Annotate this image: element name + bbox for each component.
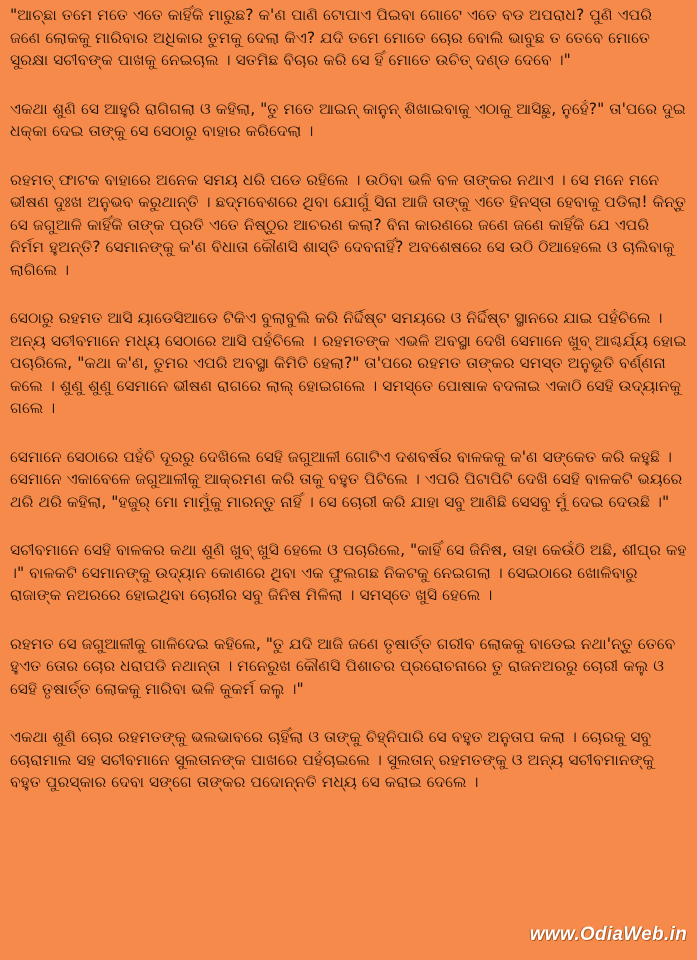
story-paragraph-4: ସେଠାରୁ ରହମତ ଆସି ୟାଡେସିଆଡେ ଟିକିଏ ବୁଲାବୁଲି କରି ନିର୍ଦ୍ଦିଷ୍ଟ ସମୟରେ ଓ ନିର୍ଦ୍ଦିଷ୍ଟ ସ୍ଥାନରେ ଯାଇ ପହଁଚିଲେ । ଅନ୍ୟ ସଚୀବମାନେ ମଧ୍ୟ ସେଠାରେ ଆସି ପହଁଚିଲେ । ରହମତଙ୍କ ଏଭଳି ଅବସ୍ଥା ଦେଖି ସେମାନେ ଖୁବ୍ ଆଶ୍ଚର୍ଯ୍ୟ ହୋଇ ପଚାରିଲେ, "କଥା କ'ଣ, ତୁମର ଏପରି ଅବସ୍ଥା କିମିତି ହେଲା?" ତା'ପରେ ରହମତ ତାଙ୍କର ସମସ୍ତ ଅନୁଭୂତି ବର୍ଣ୍ଣନା କଲେ । ଶୁଣୁ ଶୁଣୁ ସେମାନେ ଭୀଷଣ ରାଗରେ ଲାଲ୍ ହୋଇଗଲେ । ସମସ୍ତେ ପୋଷାକ ବଦଳାଇ ଏକାଠି ସେହି ଉଦ୍ୟାନକୁ ଗଲେ । bbox=[10, 309, 692, 417]
story-paragraph-7: ରହମତ ସେ ଜଗୁଆଳୀକୁ ଗାଳିଦେଇ କହିଲେ, "ତୁ ଯଦି ଆଜି ଜଣେ ତୃଷାର୍ତ୍ତ ଗରୀବ ଲୋକକୁ ବାଡେଇ ନଥା'ନ୍ତୁ ତେବେ ହୁଏତ ତୋର ଚୋର ଧରାପଡି ନଥାନ୍ତା । ମନେରୁଖ କୌଣସି ପିଶାଚର ପ୍ରରୋଚନାରେ ତୁ ରାଜନଅରରୁ ଚୋରୀ କଲୁ ଓ ସେହି ତୃଷାର୍ତ୍ତ ଲୋକକୁ ମାରିବା ଭଳି କୁକର୍ମ କଲୁ ।" bbox=[10, 634, 681, 698]
story-paragraph-3: ରହମତ୍ ଫାଟକ ବାହାରେ ଅନେକ ସମୟ ଧରି ପଡେ ରହିଲେ । ଉଠିବା ଭଳି ବଳ ତାଙ୍କର ନଥାଏ । ସେ ମନେ ମନେ ଭୀଷଣ ଦୁଃଖ ଅନୁଭବ କରୁଥାନ୍ତି । ଛଦ୍ମବେଶରେ ଥିବା ଯୋଗୁଁ ସିନା ଆଜି ତାଙ୍କୁ ଏତେ ହିନସ୍ତା ହେବାକୁ ପଡିଲା! କିନ୍ତୁ ସେ ଜଗୁଆଳି କାହିଁକି ତାଙ୍କ ପ୍ରତି ଏତେ ନିଷ୍ଠୁର ଆଚରଣ କଲା? ବିନା କାରଣରେ ଜଣେ ଜଣେ କାହିଁକି ଯେ ଏପରି ନିର୍ମମ ହୁଅନ୍ତି? ସେମାନଙ୍କୁ କ'ଣ ବିଧାତା କୌଣସି ଶାସ୍ତି ଦେବନାହିଁ? ଅବଶେଷରେ ସେ ଉଠି ଠିଆହେଲେ ଓ ଚାଲିବାକୁ ଲାଗିଲେ । bbox=[10, 170, 691, 279]
story-paragraph-6: ସଚୀବମାନେ ସେହି ବାଳକର କଥା ଶୁଣି ଖୁବ୍ ଖୁସି ହେଲେ ଓ ପଚାରିଲେ, "କାହିଁ ସେ ଜିନିଷ, ତାହା କେଉଁଠି ଅଛି, ଶୀଘ୍ର କହ ।" ବାଳକଟି ସେମାନଙ୍କୁ ଉଦ୍ୟାନ କୋଣରେ ଥିବା ଏକ ଫୁଲଗଛ ନିକଟକୁ ନେଇଗଲା । ସେଇଠାରେ ଖୋଳିବାରୁ ରାଜାଙ୍କ ନଅରରେ ହୋଇଥିବା ଚୋରୀର ସବୁ ଜିନିଷ ମିଳିଲା । ସମସ୍ତେ ଖୁସି ହେଲେ । bbox=[10, 541, 692, 604]
site-watermark: www.OdiaWeb.in bbox=[529, 924, 687, 945]
story-paragraph-8: ଏକଥା ଶୁଣି ଚୋର ରହମତଙ୍କୁ ଭଲଭାବରେ ଚାହିଁଲା ଓ ତାଙ୍କୁ ଚିହ୍ନିପାରି ସେ ବହୁତ ଅନୁତାପ କଲା । ଚୋରକୁ ସବୁ ଚୋରାମାଲ ସହ ସଚୀବମାନେ ସୁଲତାନଙ୍କ ପାଖରେ ପହଁଚାଇଲେ । ସୁଲତାନ୍ ରହମତଙ୍କୁ ଓ ଅନ୍ୟ ସଚୀବମାନଙ୍କୁ ବହୁତ ପୁରସ୍କାର ଦେବା ସଙ୍ଗେ ତାଙ୍କର ପଦୋନ୍ନତି ମଧ୍ୟ ସେ କରାଇ ଦେଲେ । bbox=[10, 728, 659, 791]
story-paragraph-5: ସେମାନେ ସେଠାରେ ପହଁଚି ଦୂରରୁ ଦେଖିଲେ ସେହି ଜଗୁଆଳୀ ଗୋଟିଏ ଦଶବର୍ଷର ବାଳକକୁ କ'ଣ ସଙ୍କେତ କରି କହୁଛି । ସେମାନେ ଏକାବେଳେ ଜଗୁଆଳୀକୁ ଆକ୍ରମଣ କରି ତାକୁ ବହୁତ ପିଟିଲେ । ଏପରି ପିଟାପିଟି ଦେଖି ସେହି ବାଳକଟି ଭୟରେ ଥରି ଥରି କହିଲା, "ହଜୁର୍ ମୋ ମାମୁଁକୁ ମାରନ୍ତୁ ନାହିଁ । ସେ ଚୋରୀ କରି ଯାହା ସବୁ ଆଣିଛି ସେସବୁ ମୁଁ ଦେଇ ଦେଉଛି ।" bbox=[10, 447, 688, 511]
story-paragraph-1: "ଆଚ୍ଛା ତମେ ମତେ ଏତେ କାହିଁକି ମାରୁଛ? କ'ଣ ପାଣି ଟୋପାଏ ପିଇବା ଗୋଟେ ଏତେ ବଡ ଅପରାଧ? ପୁଣି ଏପରି ଜଣେ ଲୋକକୁ ମାରିବାର ଅଧିକାର ତୁମକୁ ଦେଲା କିଏ? ଯଦି ତମେ ମୋତେ ଚୋର ବୋଲି ଭାବୁଛ ତ ତେବେ ମୋତେ ସୁରକ୍ଷା ସଚୀବଙ୍କ ପାଖକୁ ନେଇଚାଲ । ସତମିଛ ବିଚାର କରି ସେ ହିଁ ମୋତେ ଉଚିତ୍ ଦଣ୍ଡ ଦେବେ ।" bbox=[10, 6, 658, 69]
story-paragraph-2: ଏକଥା ଶୁଣି ସେ ଆହୁରି ରାଗିଗଲା ଓ କହିଲା, "ତୁ ମତେ ଆଇନ୍ କାନୁନ୍ ଶିଖାଇବାକୁ ଏଠାକୁ ଆସିଛୁ, ନୁହେଁ?" ତା'ପରେ ଦୁଇ ଧକ୍କା ଦେଇ ତାଙ୍କୁ ସେ ସେଠାରୁ ବାହାର କରିଦେଲା । bbox=[10, 99, 691, 140]
